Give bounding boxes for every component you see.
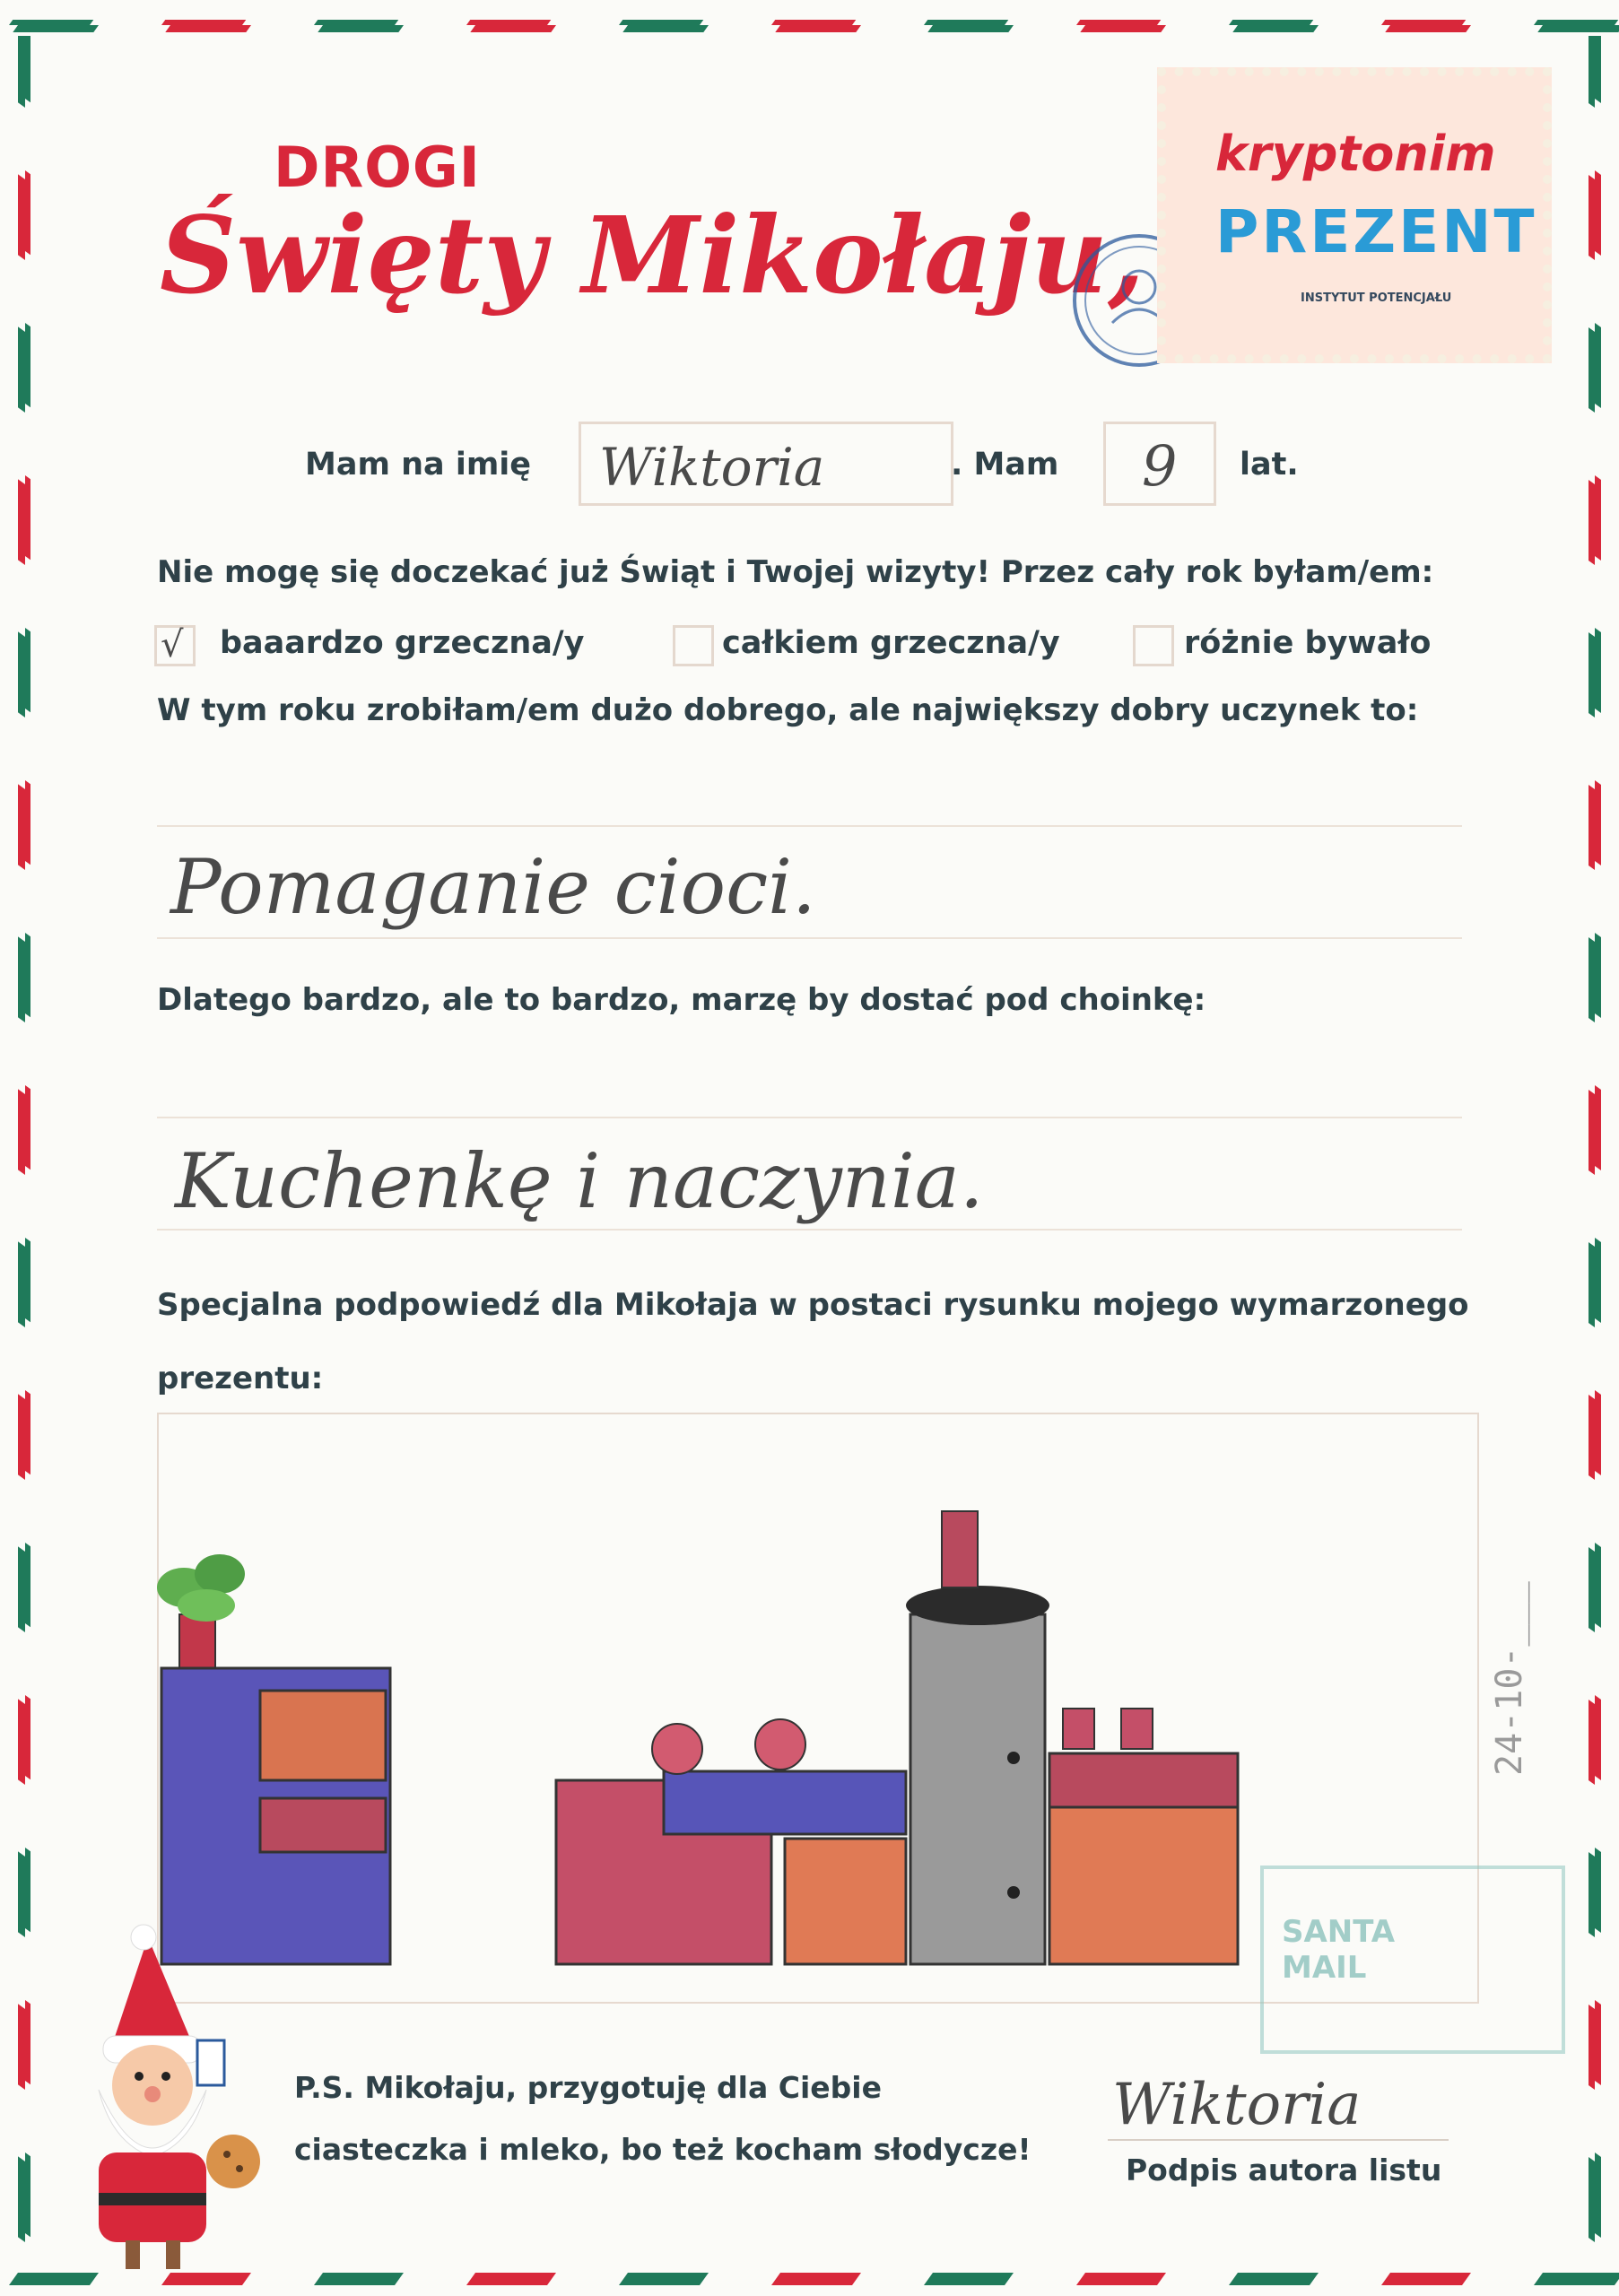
greeting: DROGI xyxy=(274,135,481,200)
option-checkbox-varied[interactable] xyxy=(1133,625,1174,666)
behavior-question: Nie mogę się doczekać już Świąt i Twojej wizyty! Przez cały rok byłam/em: xyxy=(157,554,1434,590)
check-mark: √ xyxy=(161,624,184,665)
option-checkbox-quite-good[interactable] xyxy=(673,625,714,666)
santa-mail-stamp xyxy=(1260,1866,1565,2054)
name-label: Mam na imię xyxy=(305,447,532,483)
name-field[interactable] xyxy=(579,422,953,506)
age-field[interactable] xyxy=(1103,422,1216,506)
option-label-quite-good: całkiem grzeczna/y xyxy=(722,625,1060,661)
logo-sub: INSTYTUT POTENCJAŁU xyxy=(1301,291,1452,305)
wish-question: Dlatego bardzo, ale to bardzo, marzę by dostać pod choinkę: xyxy=(157,982,1206,1018)
kitchen-drawing-icon xyxy=(157,1489,1269,2000)
drawing-question-line2: prezentu: xyxy=(157,1361,324,1396)
option-label-varied: różnie bywało xyxy=(1184,625,1432,661)
ps-line1: P.S. Mikołaju, przygotuję dla Ciebie xyxy=(294,2070,882,2105)
signature[interactable]: Wiktoria xyxy=(1112,2072,1362,2138)
drawing-question-line1: Specjalna podpowiedź dla Mikołaja w postaci rysunku mojego wymarzonego xyxy=(157,1287,1469,1323)
age-value: 9 xyxy=(1142,433,1178,499)
date-stamp: 24-10-___ xyxy=(1489,1581,1530,1776)
wish-rule-top xyxy=(157,1117,1462,1118)
wish-rule-bottom xyxy=(157,1229,1462,1231)
age-suffix: lat. xyxy=(1240,447,1299,483)
santa-mail-text: SANTA MAIL xyxy=(1282,1914,1396,1986)
wish-answer[interactable]: Kuchenkę i naczynia. xyxy=(175,1137,984,1225)
name-value: Wiktoria xyxy=(599,437,825,498)
good-deed-question: W tym roku zrobiłam/em dużo dobrego, ale największy dobry uczynek to: xyxy=(157,692,1419,728)
signature-rule xyxy=(1108,2139,1449,2141)
option-checkbox-very-good[interactable] xyxy=(154,625,196,666)
good-deed-rule-top xyxy=(157,825,1462,827)
signature-label: Podpis autora listu xyxy=(1126,2152,1442,2187)
option-label-very-good: baaardzo grzeczna/y xyxy=(220,625,585,661)
good-deed-rule-bottom xyxy=(157,937,1462,939)
age-label: . Mam xyxy=(951,447,1059,483)
santa-icon xyxy=(49,1910,274,2269)
logo-line2: PREZENT xyxy=(1215,197,1537,266)
good-deed-answer[interactable]: Pomaganie cioci. xyxy=(170,843,816,931)
logo-line1: kryptonim xyxy=(1215,126,1496,182)
letter-title: Święty Mikołaju, xyxy=(160,193,1145,317)
ps-line2: ciasteczka i mleko, bo też kocham słodycze! xyxy=(294,2132,1031,2167)
logo-stamp xyxy=(1157,67,1552,363)
